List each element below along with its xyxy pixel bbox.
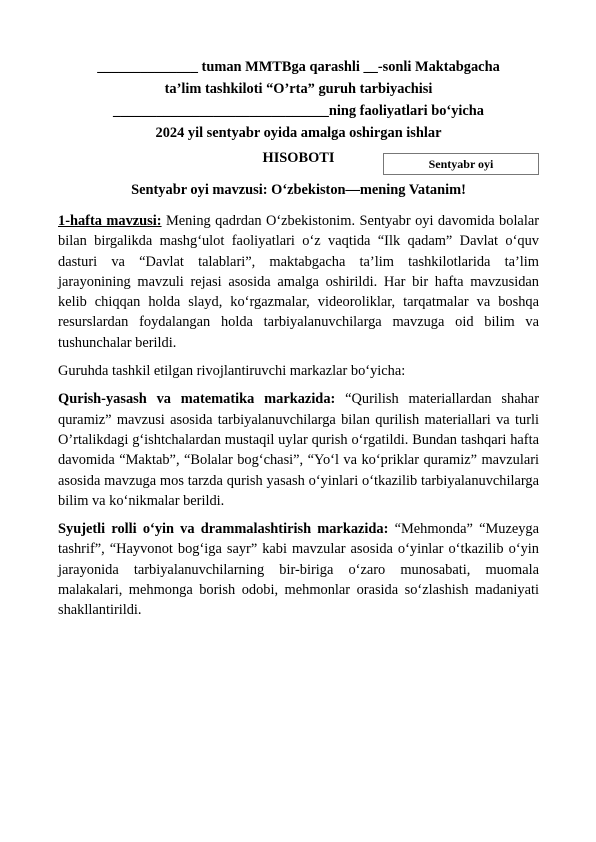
week-1-label: 1-hafta mavzusi:	[58, 213, 162, 229]
report-title-row	[58, 150, 539, 178]
header-line-3: ______________________________ning faoliyatlari bo‘yicha	[113, 103, 484, 119]
header-line-2: ta’lim tashkiloti “O’rta” guruh tarbiyachisi	[164, 81, 433, 97]
document-page	[58, 56, 539, 629]
roleplay-center-text: “Mehmonda” “Muzeyga tashrif”, “Hayvonot bog‘iga sayr” kabi mavzular asosida o‘yinlar o‘tkazilib o‘yin jarayonida tarbiyalanuvchilarning bir-biriga o‘zaro munosabati, muomala malakalari, mehmonga borish odobi, mehmonlar orasida so‘zlashish madaniyati shakllantirildi.	[58, 521, 539, 619]
month-badge: Sentyabr oyi	[383, 153, 539, 175]
header-line-4: 2024 yil sentyabr oyida amalga oshirgan ishlar	[155, 125, 442, 141]
paragraph-roleplay-center	[58, 519, 539, 620]
paragraph-centers-intro: Guruhda tashkil etilgan rivojlantiruvchi markazlar bo‘yicha:	[58, 363, 406, 380]
construction-center-text: “Qurilish materiallardan shahar quramiz” mavzusi asosida tarbiyalanuvchilarga bilan qurilish materiallari va turli O’rtalikdagi g‘ishtchalardan mustaqil uylar qurish o‘rgatildi. Bundan tashqari hafta davomida “Maktab”, “Bolalar bog‘chasi”, “Yo‘l va ko‘priklar quramiz” mavzulari asosida mavzuga mos tarzda qurish yasash o‘yinlari o‘tkazilib tarbiyalanuvchilarga bilim va ko‘nikmalar berildi.	[58, 391, 539, 509]
header-line-1: ______________ tuman MMTBga qarashli __-sonli Maktabgacha	[97, 59, 500, 75]
construction-center-label: Qurish-yasash va matematika markazida:	[58, 391, 336, 408]
week-1-text: Mening qadrdan O‘zbekistonim. Sentyabr oyi davomida bolalar bilan birgalikda mashg‘ulot faoliyatlari o‘z vaqtida “Ilk qadam” Davlat o‘quv dasturi va “Davlat talablari”, maktabgacha ta’lim tashkilotlarida ta’lim jarayonining mavzuli rejasi asosida amalga oshirildi. Har bir hafta mavzusidan kelib chiqqan holda slayd, ko‘rgazmalar, videoroliklar, tarqatmalar va boshqa resurslardan foydalangan holda tarbiyalanuvchilarga mavzuga oid bilim va tushunchalar berildi.	[58, 213, 540, 351]
month-theme: Sentyabr oyi mavzusi: O‘zbekiston—mening Vatanim!	[131, 182, 466, 198]
roleplay-center-label: Syujetli rolli o‘yin va drammalashtirish markazida:	[58, 521, 389, 538]
report-title: HISOBOTI	[262, 150, 335, 166]
paragraph-week-1	[58, 211, 539, 353]
paragraph-construction-center	[58, 389, 539, 511]
